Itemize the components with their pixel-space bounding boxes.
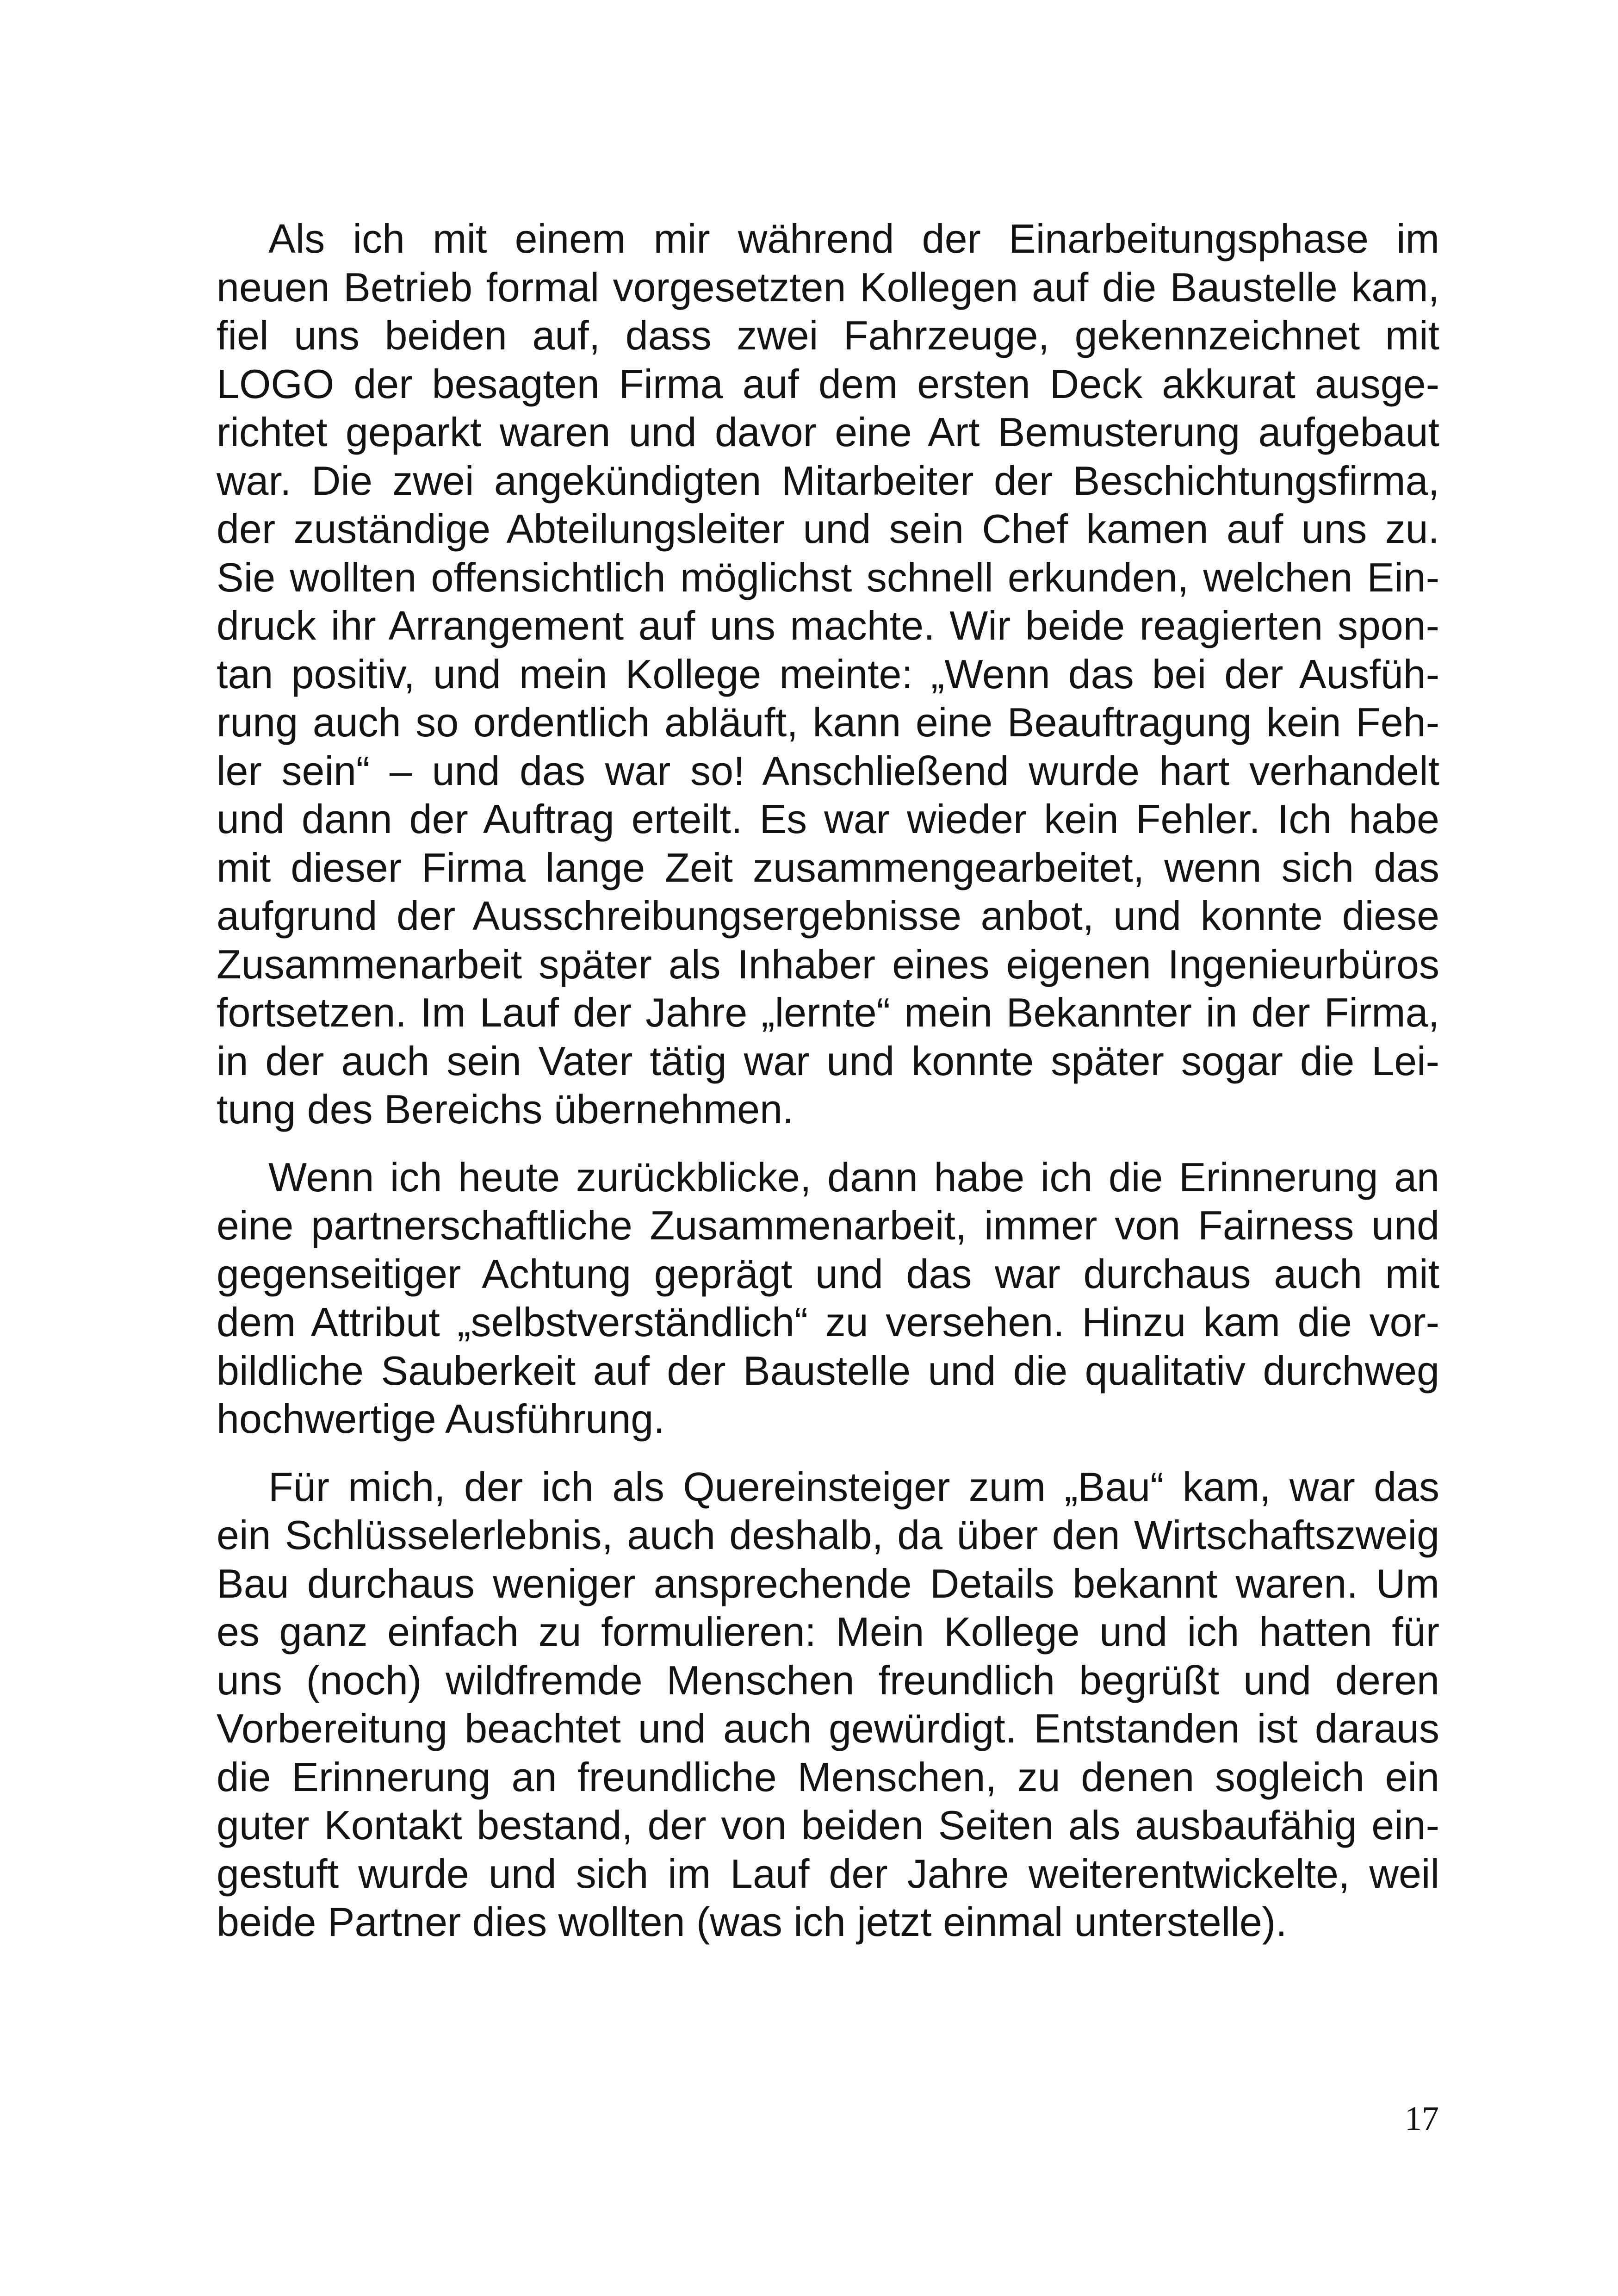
paragraph-2 [217,1153,1439,1444]
text-line: rung auch so ordentlich abläuft, kann eine Beauftragung kein Feh- [217,699,1439,745]
text-line: neuen Betrieb formal vorgesetzten Kollegen auf die Baustelle kam, [217,264,1439,310]
text-line: richtet geparkt waren und davor eine Art Bemusterung aufgebaut [217,409,1439,455]
text-line: tung des Bereichs übernehmen. [217,1086,794,1132]
text-line: Sie wollten offensichtlich möglichst schnell erkunden, welchen Ein- [217,554,1439,600]
text-line: der zuständige Abteilungsleiter und sein Chef kamen auf uns zu. [217,506,1439,552]
text-line: guter Kontakt bestand, der von beiden Seiten als ausbaufähig ein- [217,1802,1439,1848]
text-line: Bau durchaus weniger ansprechende Details bekannt waren. Um [217,1560,1439,1606]
text-line: druck ihr Arrangement auf uns machte. Wir beide reagierten spon- [217,603,1439,648]
text-line: uns (noch) wildfremde Menschen freundlich begrüßt und deren [217,1657,1439,1703]
text-line: aufgrund der Ausschreibungsergebnisse anbot, und konnte diese [217,893,1439,939]
text-line: mit dieser Firma lange Zeit zusammengearbeitet, wenn sich das [217,844,1439,890]
text-line: in der auch sein Vater tätig war und konnte später sogar die Lei- [217,1038,1439,1084]
text-line: fiel uns beiden auf, dass zwei Fahrzeuge, gekennzeichnet mit [217,312,1439,358]
text-line: Vorbereitung beachtet und auch gewürdigt. Entstanden ist daraus [217,1705,1439,1751]
text-line: gegenseitiger Achtung geprägt und das war durchaus auch mit [217,1251,1439,1297]
text-line: tan positiv, und mein Kollege meinte: „Wenn das bei der Ausfüh- [217,651,1439,697]
text-line: es ganz einfach zu formulieren: Mein Kollege und ich hatten für [217,1609,1439,1655]
text-line: dem Attribut „selbstverständlich“ zu versehen. Hinzu kam die vor- [217,1299,1439,1345]
text-line: war. Die zwei angekündigten Mitarbeiter der Beschichtungsfirma, [217,457,1439,504]
text-line: beide Partner dies wollten (was ich jetzt einmal unterstelle). [217,1899,1287,1945]
text-line: Zusammenarbeit später als Inhaber eines eigenen Ingenieurbüros [217,941,1439,987]
body-text [217,215,1439,1966]
text-line: die Erinnerung an freundliche Menschen, zu denen sogleich ein [217,1754,1439,1800]
paragraph-1 [217,215,1439,1134]
text-line: ler sein“ – und das war so! Anschließend wurde hart verhandelt [217,747,1439,794]
text-line: Als ich mit einem mir während der Einarbeitungsphase im [268,216,1439,261]
paragraph-3 [217,1463,1439,1947]
text-line: LOGO der besagten Firma auf dem ersten Deck akkurat ausge- [217,361,1439,407]
text-line: hochwertige Ausführung. [217,1396,665,1442]
page-number: 17 [1405,2100,1439,2138]
text-line: bildliche Sauberkeit auf der Baustelle und die qualitativ durchweg [217,1347,1439,1394]
text-line: und dann der Auftrag erteilt. Es war wieder kein Fehler. Ich habe [217,796,1439,842]
text-line: Für mich, der ich als Quereinsteiger zum „Bau“ kam, war das [268,1463,1439,1510]
text-line: ein Schlüsselerlebnis, auch deshalb, da über den Wirtschaftszweig [217,1512,1439,1558]
text-line: gestuft wurde und sich im Lauf der Jahre weiterentwickelte, weil [217,1850,1439,1897]
text-line: eine partnerschaftliche Zusammenarbeit, immer von Fairness und [217,1202,1439,1248]
text-line: Wenn ich heute zurückblicke, dann habe ich die Erinnerung an [268,1154,1439,1200]
text-line: fortsetzen. Im Lauf der Jahre „lernte“ mein Bekannter in der Firma, [217,989,1439,1035]
